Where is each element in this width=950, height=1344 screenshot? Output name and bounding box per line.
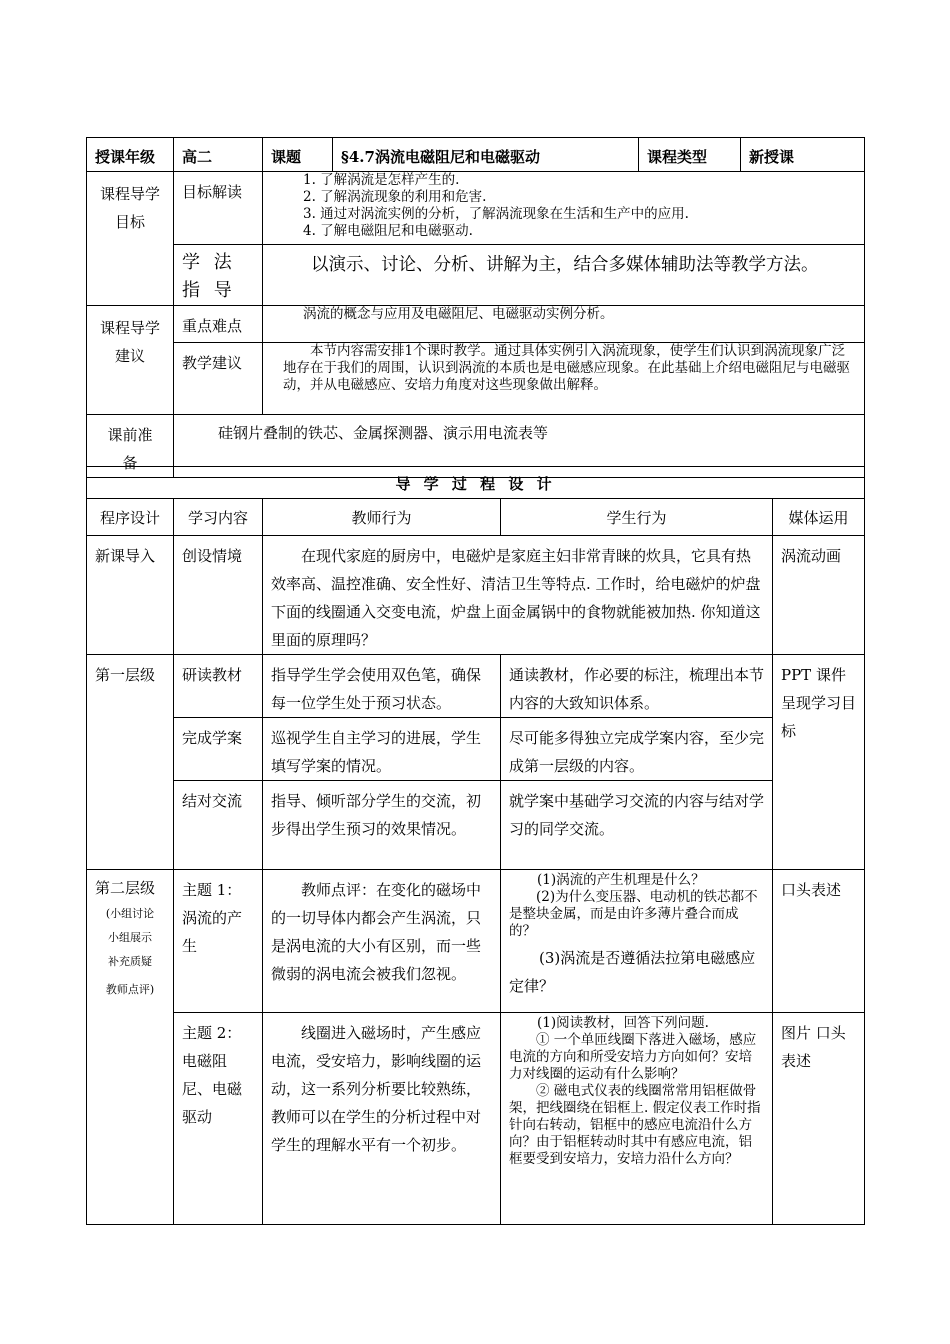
level1-teacher: 指导学生学会使用双色笔，确保每一位学生处于预习状态。: [263, 655, 501, 718]
topic1-student-cell: [501, 870, 773, 1013]
intro-teacher: 在现代家庭的厨房中，电磁炉是家庭主妇非常青睐的炊具，它具有热效率高、温控准确、安全性好、清洁卫生等特点. 工作时，给电磁炉的炉盘下面的线圈通入交变电流，炉盘上面金属锅中的食物就能被加热. 你知道这里面的原理吗？: [263, 536, 773, 655]
topic1-teacher: 教师点评：在变化的磁场中的一切导体内都会产生涡流，只是涡电流的大小有区别，而一些微弱的涡电流会被我们忽视。: [263, 870, 501, 1013]
level1-content: 研读教材: [174, 655, 263, 718]
prep-label: 课前准备: [87, 415, 174, 478]
level1-content: 完成学案: [174, 718, 263, 781]
topic2-teacher: 线圈进入磁场时，产生感应电流，受安培力，影响线圈的运动，这一系列分析要比较熟练，教师可以在学生的分析过程中对学生的理解水平有一个初步。: [263, 1013, 501, 1225]
topic-value: §4.7涡流电磁阻尼和电磁驱动: [333, 138, 639, 172]
level1-teacher: 巡视学生自主学习的进展，学生填写学案的情况。: [263, 718, 501, 781]
column-header: 教师行为: [263, 499, 501, 536]
topic2-question: ① 一个单匝线圈下落进入磁场，感应电流的方向和所受安培力方向如何？安培力对线圈的运动有什么影响？: [509, 1032, 757, 1082]
objective-item: 4. 了解电磁阻尼和电磁驱动.: [303, 223, 473, 239]
level1-student: 尽可能多得独立完成学案内容，至少完成第一层级的内容。: [501, 718, 773, 781]
grade-label: 授课年级: [87, 138, 174, 172]
level1-media: PPT 课件呈现学习目标: [773, 655, 865, 870]
level1-student: 就学案中基础学习交流的内容与结对学习的同学交流。: [501, 781, 773, 870]
course-type-value: 新授课: [741, 138, 865, 172]
topic1-content: 主题 1：涡流的产生: [174, 870, 263, 1013]
column-header: 学习内容: [174, 499, 263, 536]
level1-content: 结对交流: [174, 781, 263, 870]
column-header: 程序设计: [87, 499, 174, 536]
topic-label: 课题: [263, 138, 333, 172]
course-type-label: 课程类型: [639, 138, 741, 172]
level2-stage: 第二层级: [95, 879, 156, 897]
objectives-label: 目标解读: [174, 172, 263, 245]
grade-value: 高二: [174, 138, 263, 172]
topic2-media: 图片 口头表述: [773, 1013, 865, 1225]
prep-text: 硅钢片叠制的铁芯、金属探测器、演示用电流表等: [174, 415, 865, 478]
objectives-cell: [263, 172, 865, 245]
topic1-media: 口头表述: [773, 870, 865, 1013]
column-header: 媒体运用: [773, 499, 865, 536]
method-label: 学 法 指 导: [174, 245, 263, 306]
level2-note: 补充质疑: [108, 955, 152, 968]
level1-stage: 第一层级: [87, 655, 174, 870]
level2-note: (小组讨论: [105, 907, 155, 920]
topic2-content: 主题 2：电磁阻尼、电磁驱动: [174, 1013, 263, 1225]
topic1-question: (1)涡流的产生机理是什么？: [537, 872, 705, 888]
level2-stage-cell: [87, 870, 174, 1225]
objective-item: 3. 通过对涡流实例的分析，了解涡流现象在生活和生产中的应用.: [303, 206, 689, 222]
objective-item: 2. 了解涡流现象的利用和危害.: [303, 189, 487, 205]
level1-student: 通读教材，作必要的标注，梳理出本节内容的大致知识体系。: [501, 655, 773, 718]
topic1-question: (3)涡流是否遵循法拉第电磁感应定律？: [509, 949, 756, 995]
process-table: [86, 466, 865, 1225]
teaching-advice-label: 教学建议: [174, 343, 263, 415]
topic1-question: (2)为什么变压器、电动机的铁芯都不是整块金属，而是由许多薄片叠合而成的？: [509, 889, 758, 939]
key-points-label: 重点难点: [174, 306, 263, 343]
intro-media: 涡流动画: [773, 536, 865, 655]
process-title: 导 学 过 程 设 计: [87, 467, 865, 499]
teaching-advice-text: 本节内容需安排1个课时教学。通过具体实例引入涡流现象，使学生们认识到涡流现象广泛地存在于我们的周围，认识到涡流的本质也是电磁感应现象。在此基础上介绍电磁阻尼与电磁驱动，并从电磁感应、安培力角度对这些现象做出解释。: [263, 343, 865, 415]
intro-content: 创设情境: [174, 536, 263, 655]
topic2-question: (1)阅读教材，回答下列问题.: [537, 1015, 709, 1031]
level1-teacher: 指导、倾听部分学生的交流，初步得出学生预习的效果情况。: [263, 781, 501, 870]
method-text: 以演示、讨论、分析、讲解为主，结合多媒体辅助法等教学方法。: [263, 245, 865, 306]
intro-stage: 新课导入: [87, 536, 174, 655]
guide-goal-label: 课程导学目标: [87, 172, 174, 306]
lesson-info-table: [86, 137, 865, 478]
guide-advice-label: 课程导学建议: [87, 306, 174, 415]
level2-note: 小组展示: [108, 931, 152, 944]
topic2-question: ② 磁电式仪表的线圈常常用铝框做骨架，把线圈绕在铝框上. 假定仪表工作时指针向右转动，铝框中的感应电流沿什么方向？由于铝框转动时其中有感应电流，铝框要受到安培力，安培力沿什么方向？: [509, 1083, 761, 1167]
topic2-student-cell: [501, 1013, 773, 1225]
objective-item: 1. 了解涡流是怎样产生的.: [303, 172, 460, 188]
column-header: 学生行为: [501, 499, 773, 536]
key-points-text: 涡流的概念与应用及电磁阻尼、电磁驱动实例分析。: [263, 306, 865, 343]
level2-note: 教师点评): [105, 983, 155, 996]
objectives-list: [263, 172, 864, 240]
